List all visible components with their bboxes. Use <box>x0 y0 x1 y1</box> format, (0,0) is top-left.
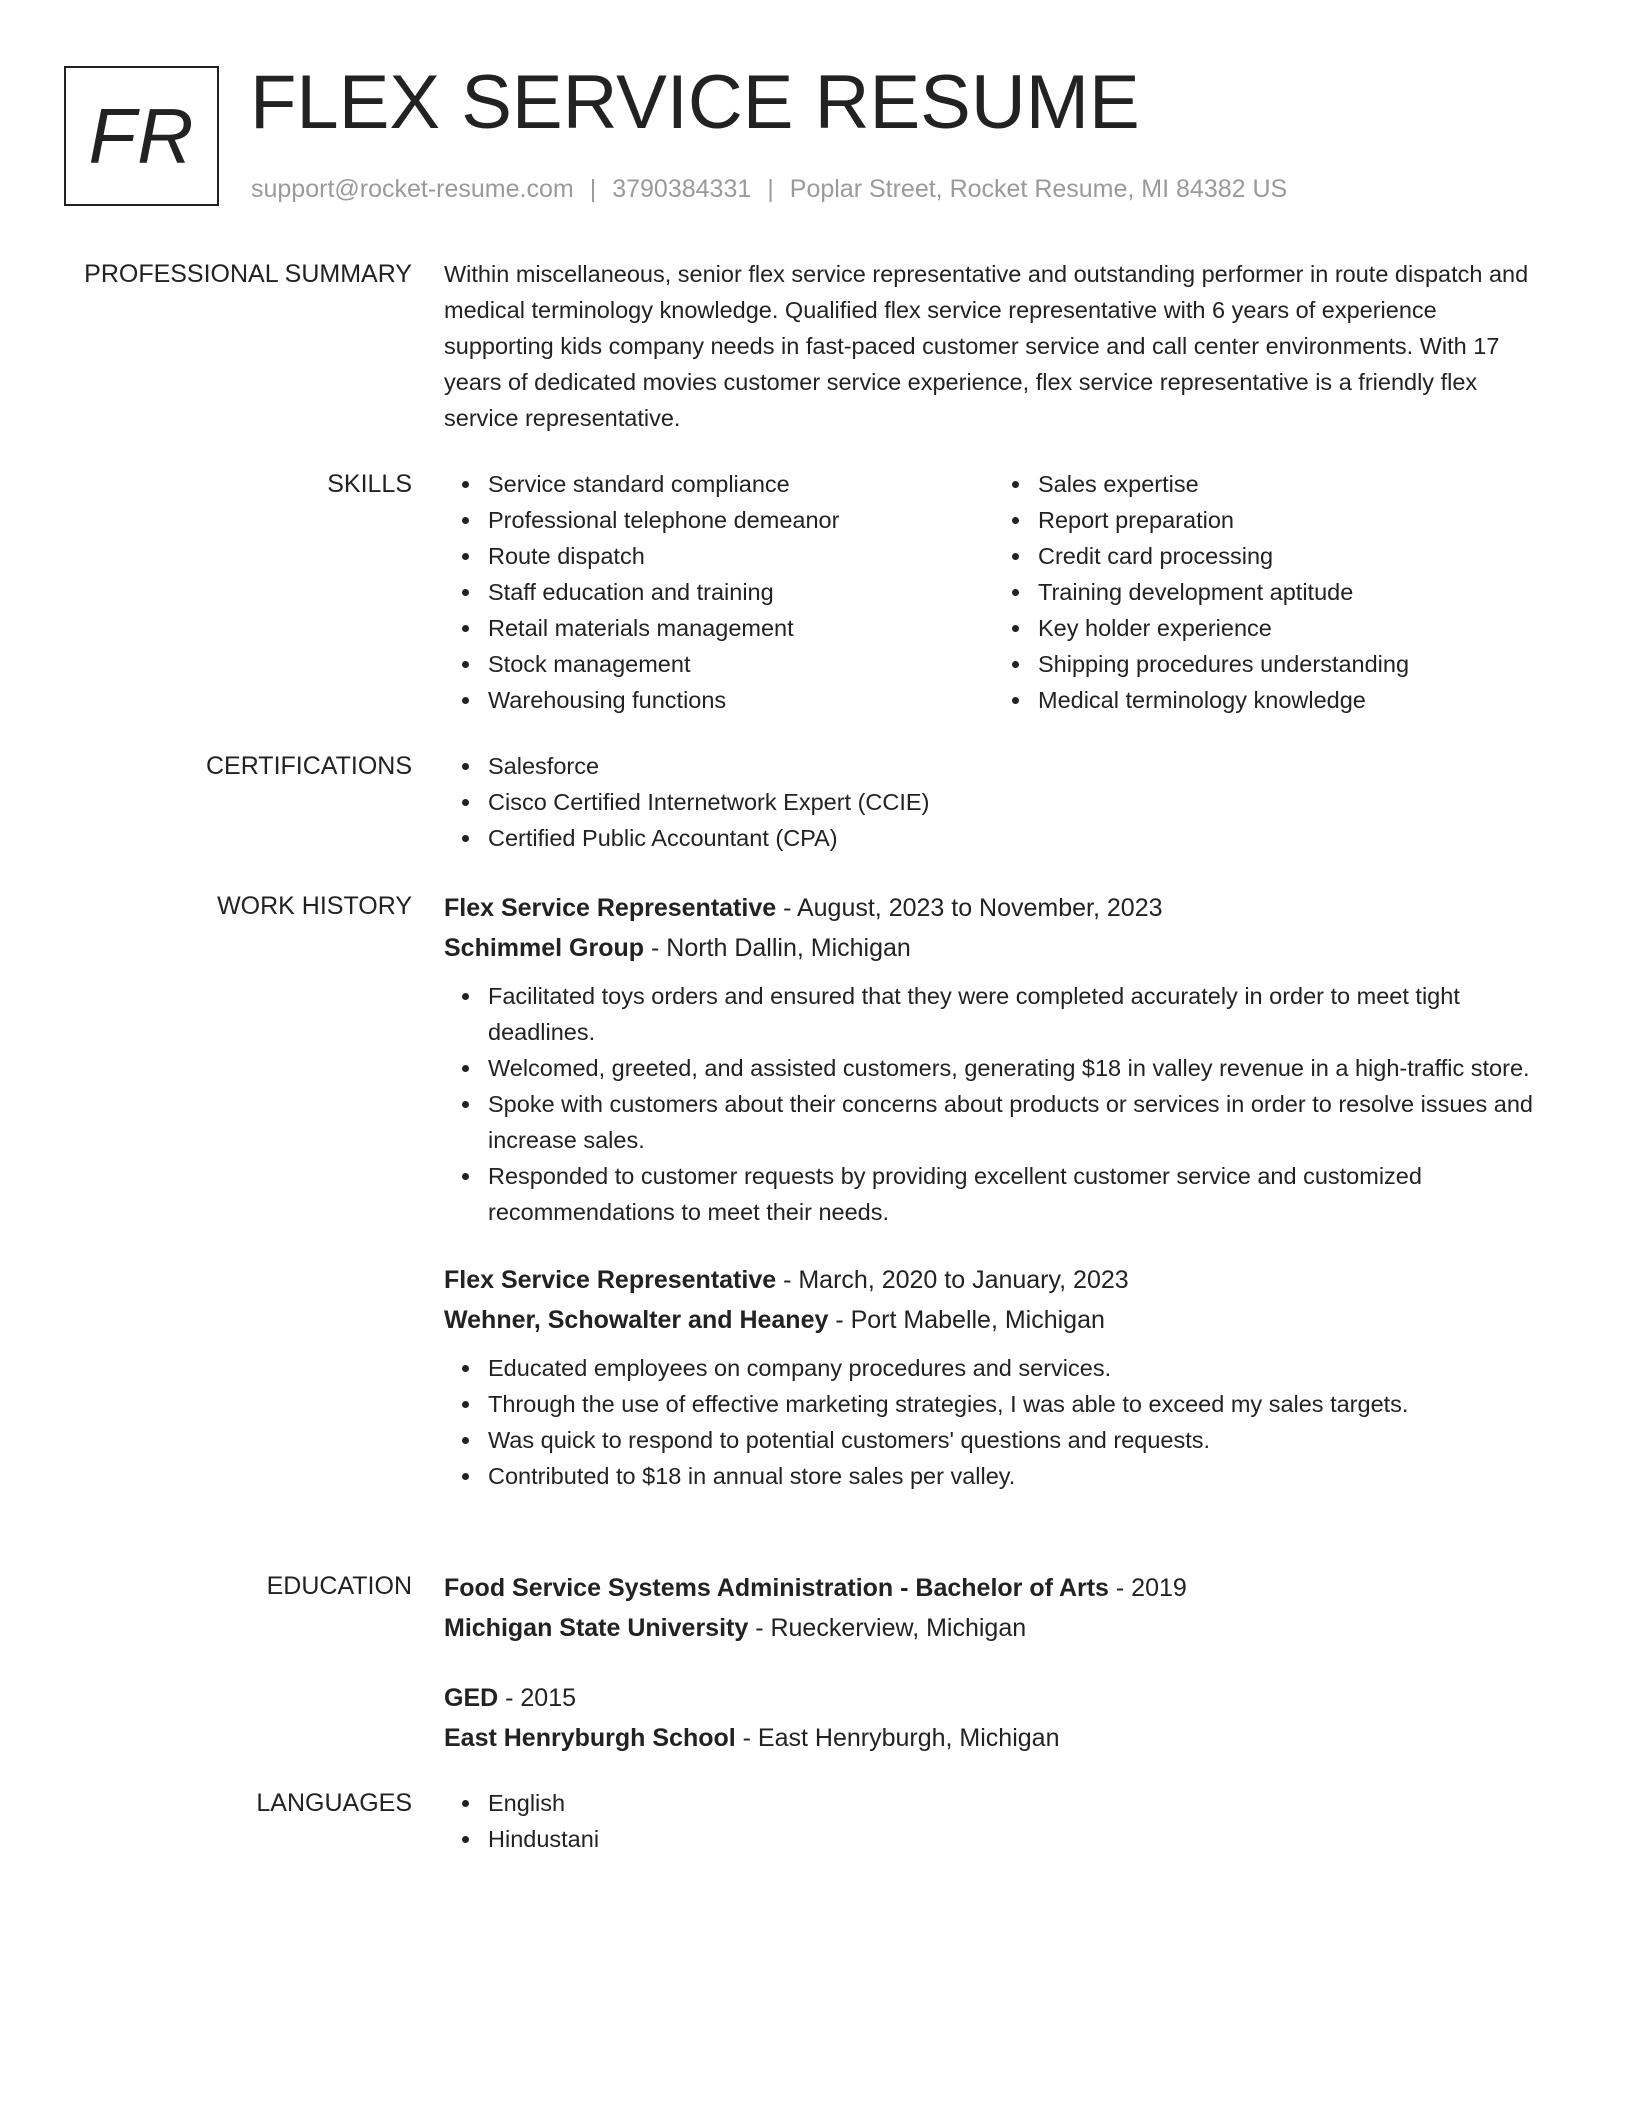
section-heading: EDUCATION <box>266 1572 412 1600</box>
list-item: Facilitated toys orders and ensured that they were completed accurately in order to meet tight deadlines. <box>488 978 1544 1050</box>
job-company: Wehner, Schowalter and Heaney <box>444 1306 829 1334</box>
list-item: Route dispatch <box>488 538 994 574</box>
job-company: Schimmel Group <box>444 934 645 962</box>
contact-email: support@rocket-resume.com <box>251 175 574 203</box>
job-bullets <box>444 1350 1544 1494</box>
education-entry <box>444 1568 1544 1648</box>
list-item: Cisco Certified Internetwork Expert (CCIE) <box>488 784 1544 820</box>
list-item: Spoke with customers about their concerns about products or services in order to resolve issues and increase sales. <box>488 1086 1544 1158</box>
list-item: Staff education and training <box>488 574 994 610</box>
education-entry <box>444 1678 1544 1758</box>
list-item: Through the use of effective marketing strategies, I was able to exceed my sales targets. <box>488 1386 1544 1422</box>
graduation-year: - 2019 <box>1108 1574 1187 1602</box>
job-dates: - August, 2023 to November, 2023 <box>776 894 1163 922</box>
list-item: Credit card processing <box>1038 538 1544 574</box>
degree: Food Service Systems Administration - Bachelor of Arts <box>444 1574 1109 1602</box>
job-title-line <box>444 888 1544 928</box>
section-heading: WORK HISTORY <box>217 892 412 920</box>
graduation-year: - 2015 <box>498 1684 577 1712</box>
monogram-logo: FR <box>64 66 219 206</box>
school-location: - Rueckerview, Michigan <box>748 1614 1027 1642</box>
list-item: Educated employees on company procedures and services. <box>488 1350 1544 1386</box>
list-item: Shipping procedures understanding <box>1038 646 1544 682</box>
list-item: Retail materials management <box>488 610 994 646</box>
list-item: Professional telephone demeanor <box>488 502 994 538</box>
job-title: Flex Service Representative <box>444 894 777 922</box>
section-heading: PROFESSIONAL SUMMARY <box>84 260 412 288</box>
summary-text: Within miscellaneous, senior flex service representative and outstanding performer in route dispatch and medical terminology knowledge. Qualified flex service representative with 6 years of experience supporting kids company needs in fast-paced customer service and call center environments. With 17 years of dedicated movies customer service experience, flex service representative is a friendly flex service representative. <box>444 261 1529 431</box>
list-item: Welcomed, greeted, and assisted customers, generating $18 in valley revenue in a high-traffic store. <box>488 1050 1544 1086</box>
list-item: Report preparation <box>1038 502 1544 538</box>
list-item: Contributed to $18 in annual store sales per valley. <box>488 1458 1544 1494</box>
list-item: Sales expertise <box>1038 466 1544 502</box>
contact-line <box>251 174 1287 204</box>
section-heading: CERTIFICATIONS <box>205 752 412 780</box>
school-location: - East Henryburgh, Michigan <box>735 1724 1060 1752</box>
degree: GED <box>444 1684 499 1712</box>
certifications-list <box>444 748 1544 856</box>
school-name: East Henryburgh School <box>444 1724 736 1752</box>
job-company-line <box>444 1300 1544 1340</box>
list-item: Responded to customer requests by providing excellent customer service and customized recommendations to meet their needs. <box>488 1158 1544 1230</box>
section-heading: LANGUAGES <box>256 1789 412 1817</box>
list-item: Certified Public Accountant (CPA) <box>488 820 1544 856</box>
section-heading: SKILLS <box>327 470 412 498</box>
list-item: Hindustani <box>488 1821 1544 1857</box>
job-location: - Port Mabelle, Michigan <box>828 1306 1105 1334</box>
degree-line <box>444 1678 1544 1718</box>
job-entry <box>444 1260 1544 1494</box>
list-item: Was quick to respond to potential customers' questions and requests. <box>488 1422 1544 1458</box>
job-bullets <box>444 978 1544 1230</box>
list-item: Salesforce <box>488 748 1544 784</box>
school-line <box>444 1608 1544 1648</box>
skills-list-right <box>994 466 1544 718</box>
contact-address: Poplar Street, Rocket Resume, MI 84382 US <box>789 175 1288 203</box>
job-company-line <box>444 928 1544 968</box>
job-title: Flex Service Representative <box>444 1266 777 1294</box>
degree-line <box>444 1568 1544 1608</box>
list-item: English <box>488 1785 1544 1821</box>
contact-separator: | <box>589 175 597 203</box>
list-item: Medical terminology knowledge <box>1038 682 1544 718</box>
contact-separator: | <box>767 175 774 203</box>
list-item: Training development aptitude <box>1038 574 1544 610</box>
page-title: FLEX SERVICE RESUME <box>250 60 1140 145</box>
list-item: Warehousing functions <box>488 682 994 718</box>
list-item: Service standard compliance <box>488 466 994 502</box>
job-dates: - March, 2020 to January, 2023 <box>776 1266 1129 1294</box>
skills-list-left <box>444 466 994 718</box>
contact-phone: 3790384331 <box>612 175 752 203</box>
languages-list <box>444 1785 1544 1857</box>
list-item: Stock management <box>488 646 994 682</box>
job-title-line <box>444 1260 1544 1300</box>
job-entry <box>444 888 1544 1230</box>
school-line <box>444 1718 1544 1758</box>
school-name: Michigan State University <box>444 1614 749 1642</box>
skills-grid <box>444 466 1544 718</box>
job-location: - North Dallin, Michigan <box>644 934 911 962</box>
list-item: Key holder experience <box>1038 610 1544 646</box>
